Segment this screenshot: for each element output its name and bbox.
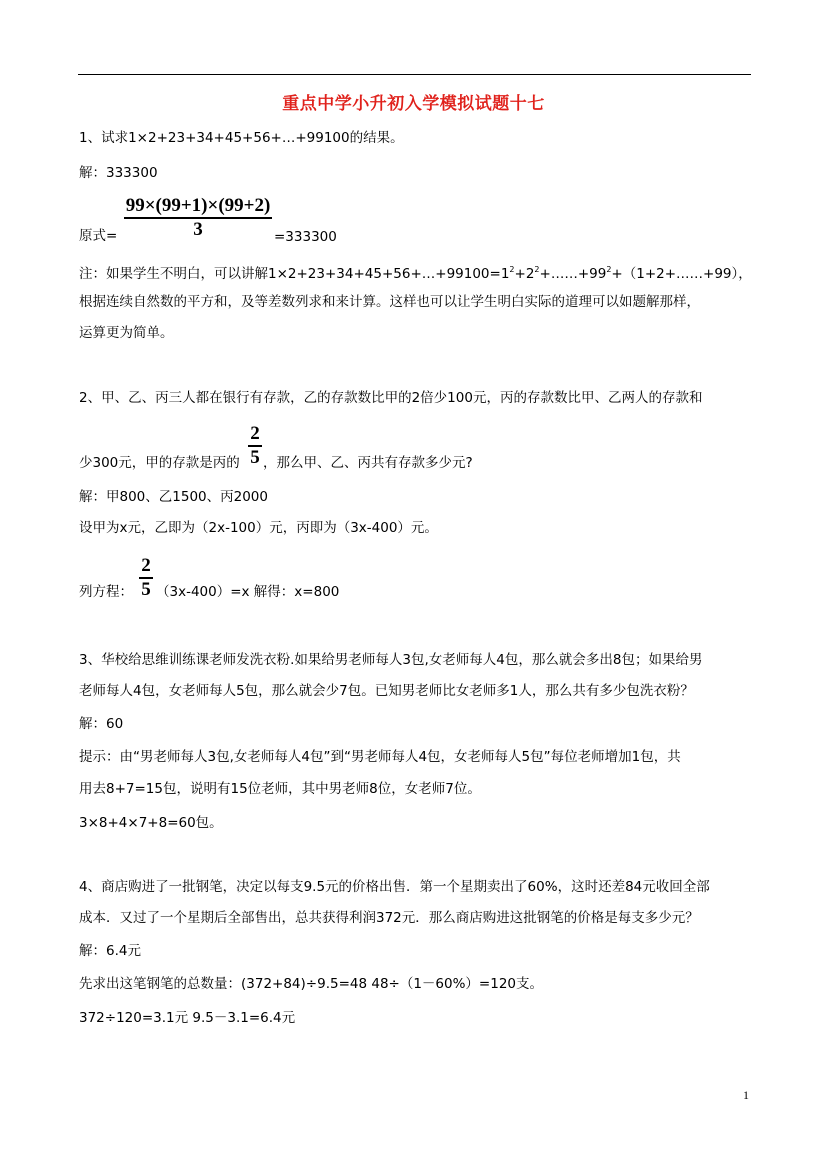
- q2-frac-den: 5: [250, 446, 260, 468]
- q3-calc: 3×8+4×7+8=60包。: [79, 815, 223, 831]
- q1-formula-denominator: 3: [193, 218, 203, 240]
- q2-answer: 解：甲800、乙1500、丙2000: [79, 489, 268, 505]
- q2-equation-fraction: [139, 556, 153, 600]
- q3-question-line2: 老师每人4包，女老师每人5包，那么就会少7包。已知男老师比女老师多1人，那么共有多少包洗衣粉？: [79, 683, 694, 699]
- q4-step2: 372÷120=3.1元 9.5－3.1=6.4元: [79, 1010, 296, 1026]
- q2-eq-frac-num: 2: [141, 555, 151, 576]
- q2-frac-num: 2: [250, 423, 260, 444]
- q1-question: 1、试求1×2+23+34+45+56+…+99100的结果。: [79, 130, 404, 146]
- q1-note-c: +……+99: [539, 266, 607, 282]
- q3-hint-line1: 提示：由“男老师每人3包,女老师每人4包”到“男老师每人4包，女老师每人5包”每位老师增加1包，共: [79, 749, 681, 765]
- q1-note-b: +2: [514, 266, 535, 282]
- q3-question-line1: 3、华校给思维训练课老师发洗衣粉.如果给男老师每人3包,女老师每人4包，那么就会多出8包；如果给男: [79, 652, 703, 668]
- q2-equation-prefix: 列方程：: [79, 584, 133, 600]
- q1-note-line3: 运算更为简单。: [79, 325, 174, 341]
- q2-question-line1: 2、甲、乙、丙三人都在银行有存款，乙的存款数比甲的2倍少100元，丙的存款数比甲、乙两人的存款和: [79, 390, 703, 406]
- q4-question-line1: 4、商店购进了一批钢笔，决定以每支9.5元的价格出售．第一个星期卖出了60%，这时还差84元收回全部: [79, 879, 710, 895]
- q3-answer: 解：60: [79, 716, 124, 732]
- page-title: 重点中学小升初入学模拟试题十七: [282, 94, 545, 114]
- q2-equation-suffix: （3x-400）=x 解得：x=800: [156, 584, 340, 600]
- q3-hint-line2: 用去8+7=15包，说明有15位老师，其中男老师8位，女老师7位。: [79, 781, 481, 797]
- q1-formula-suffix: =333300: [274, 229, 337, 245]
- q1-note-line2: 根据连续自然数的平方和，及等差数列求和来计算。这样也可以让学生明白实际的道理可以如题解那样，: [79, 294, 700, 310]
- q4-answer: 解：6.4元: [79, 943, 141, 959]
- q1-formula-numerator: 99×(99+1)×(99+2): [125, 195, 271, 216]
- q1-note-a: 注：如果学生不明白，可以讲解1×2+23+34+45+56+…+99100=1: [79, 266, 510, 282]
- q2-question-line2-b: ，那么甲、乙、丙共有存款多少元?: [263, 455, 473, 471]
- q1-answer: 解：333300: [79, 165, 158, 181]
- q2-eq-frac-den: 5: [141, 578, 151, 600]
- q2-fraction: [248, 424, 262, 468]
- q1-formula-fraction: [124, 196, 272, 240]
- q1-note-sup2: 2: [534, 265, 540, 274]
- header-rule: [78, 74, 751, 75]
- q1-note-sup1: 2: [509, 265, 515, 274]
- q1-formula-prefix: 原式=: [79, 228, 118, 244]
- q1-note-d: +（1+2+……+99），: [611, 266, 752, 282]
- q2-setup: 设甲为x元，乙即为（2x-100）元，丙即为（3x-400）元。: [79, 520, 438, 536]
- q1-note-sup3: 2: [606, 265, 612, 274]
- q1-note-line1: [79, 260, 752, 284]
- q4-step1: 先求出这笔钢笔的总数量：(372+84)÷9.5=48 48÷（1－60%）=120支。: [79, 976, 544, 992]
- page-number: 1: [743, 1088, 749, 1102]
- q4-question-line2: 成本．又过了一个星期后全部售出，总共获得利润372元．那么商店购进这批钢笔的价格是每支多少元？: [79, 910, 699, 926]
- q2-question-line2-a: 少300元，甲的存款是丙的: [79, 455, 240, 471]
